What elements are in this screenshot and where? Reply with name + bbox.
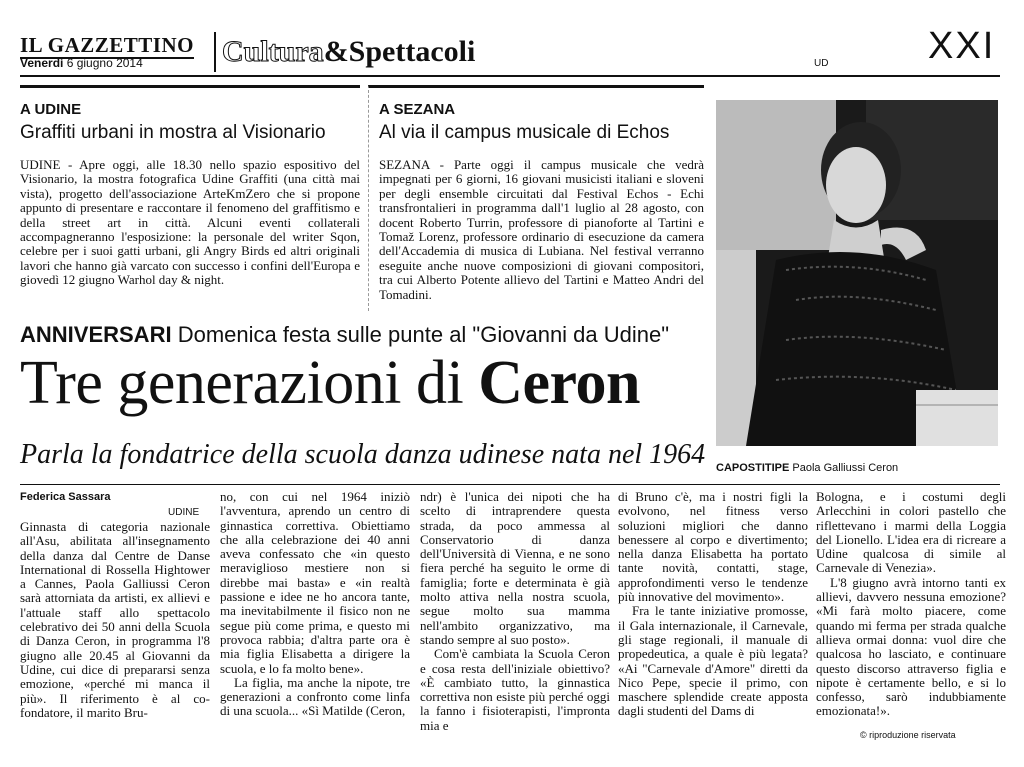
section-title-part1: Cultura xyxy=(222,35,324,68)
caption-label: CAPOSTITIPE xyxy=(716,462,790,474)
main-kicker-label: ANNIVERSARI xyxy=(20,322,172,347)
newspaper-name: IL GAZZETTINO xyxy=(20,33,194,57)
portrait-illustration xyxy=(716,100,998,446)
section-title-part2: &Spettacoli xyxy=(323,35,476,68)
issue-date-text: 6 giugno 2014 xyxy=(66,56,143,70)
main-subhead: Parla la fondatrice della scuola danza udinese nata nel 1964 xyxy=(20,439,706,470)
brief-udine-title: Graffiti urbani in mostra al Visionario xyxy=(20,122,326,143)
photo-caption xyxy=(716,462,898,474)
copyright-notice: © riproduzione riservata xyxy=(860,730,956,740)
main-kicker xyxy=(20,322,669,348)
section-title xyxy=(222,34,475,70)
main-kicker-text: Domenica festa sulle punte al "Giovanni da Udine" xyxy=(177,322,670,347)
col2-text-a: no, con cui nel 1964 iniziò l'avventura, aprendo un centro di ginnastica correttiva. Obiettiamo che alla celebrazione dei 40 anni aveva confessato che «in questo meraviglioso mestiere non si direbbe mai basta» e «in realtà passione e idee ne ho ancora tante, ma inevitabilmente il fisico non ne segue più come prima, e questo mi provoca rabbia; d'altra parte ora è mia figlia Elisabetta a dirigere la scuola, e lo fa molto bene». xyxy=(220,490,410,676)
col1-text: Ginnasta di categoria nazionale all'Asu, abilitata all'insegnamento della danza dal Centre de Danse International di Rossella Hightower a Cannes, Paola Galliussi Ceron sarà attorniata da artisti, ex allievi e l'attuale staff allo spettacolo celebrativo dei 50 anni della Scuola di Danza Ceron, in programma l'8 giugno alle 20.45 al Giovanni da Udine, cui dice di prepararsi senza emozione, «perché mi manca il più». Il riferimento è al co-fondatore, il marito Bru- xyxy=(20,520,210,720)
article-city: UDINE xyxy=(168,507,200,518)
brief-sezana-title: Al via il campus musicale di Echos xyxy=(379,122,670,143)
article-column-1 xyxy=(20,520,210,740)
article-rule xyxy=(20,484,1000,485)
col2-text-b: La figlia, ma anche la nipote, tre generazioni a confronto come linfa di una scuola... «Sì Matilde (Ceron, xyxy=(220,674,410,719)
article-column-4 xyxy=(618,490,808,740)
portrait-photo xyxy=(716,100,998,446)
col4-text-b: Fra le tante iniziative promosse, il Gala internazionale, il Carnevale, gli stage regionali, il manuale di propedeutica, a quale è più legata? «Ai "Carnevale d'Amore" diretti da Nico Pepe, specie il primo, con maschere splendide create apposta dagli studenti del Dams di xyxy=(618,603,808,719)
headline-part-a: Tre generazioni di xyxy=(20,349,464,417)
brief-udine-body: UDINE - Apre oggi, alle 18.30 nello spazio espositivo del Visionario, la mostra fotografica Udine Graffiti (una città mai vista), progetto dell'associazione ArteKmZero che si propone appunto di presentare e raccontare il fenomeno del graffitismo e della street art in città. Alcuni eventi collaterali accompagneranno l'esposizione: la personale del writer Sqon, celebre per i suoi gatti urbani, gli Angry Birds ed altri originali lavori che hanno già varcato con successo i confini dell'Europa e giovedì 12 giugno Warhol day & night. xyxy=(20,157,360,288)
issue-date xyxy=(20,56,143,70)
brief-udine xyxy=(20,85,360,311)
brief-udine-kicker: A UDINE xyxy=(20,101,82,118)
article-author: Federica Sassara xyxy=(20,491,111,503)
main-headline xyxy=(20,348,640,418)
article-column-5 xyxy=(816,490,1006,726)
col3-text-b: Com'è cambiata la Scuola Ceron e cosa resta dell'iniziale obiettivo? «È cambiato tutto, la ginnastica correttiva non esiste più perché oggi la fanno i fisioterapisti, l'impronta mia e xyxy=(420,646,610,733)
masthead-divider xyxy=(214,32,216,72)
brief-sezana-kicker: A SEZANA xyxy=(379,101,456,118)
issue-day: Venerdì xyxy=(20,56,64,70)
col5-text-b: L'8 giugno avrà intorno tanti ex allievi, davvero nessuna emozione? «Mi farà molto piacere, come quando mi ferma per strada qualche allieva ormai donna: vuol dire che qualcosa ho lasciato, e continuare questo discorso attraverso figlia e nipote è certamente bello, e si lo confesso, sarò indubbiamente emozionata!». xyxy=(816,574,1006,719)
edition-code: UD xyxy=(814,58,829,69)
brief-sezana-body: SEZANA - Parte oggi il campus musicale che vedrà impegnati per 6 giorni, 16 giovani musicisti italiani e sloveni per degli ensemble circuitati dal Festival Echos - Echi transfrontalieri in programma dall'1 luglio al 28 agosto, con docent Roberto Turrin, professore di pianoforte al Tartini e Tomaž Lorenz, professore ordinario di esecuzione da camera dell'Accademia di musica di Lubiana. Nel festival verranno eseguite anche nuove composizioni di giovani compositori, tra cui Alberto Potente allievo del Tartini e Matteo Andri del Tomadini. xyxy=(379,157,704,302)
col5-text-a: Bologna, e i costumi degli Arlecchini in colori pastello che riflettevano i marmi della Loggia del Lionello. L'idea era di ricreare a Udine qualcosa di simile al Carnevale di Venezia». xyxy=(816,490,1006,576)
headline-part-b: Ceron xyxy=(478,349,640,417)
col4-text-a: di Bruno c'è, ma i nostri figli la evolvono, nel fitness verso soluzioni migliori che danno benessere al corpo e divertimento; nella danza Elisabetta ha portato tante novità, contatti, stage, approfondimenti verso le tendenze più innovative del movimento». xyxy=(618,490,808,605)
article-column-3 xyxy=(420,490,610,740)
top-rule xyxy=(20,75,1000,77)
brief-sezana xyxy=(368,85,704,311)
caption-text: Paola Galliussi Ceron xyxy=(792,462,899,474)
col3-text-a: ndr) è l'unica dei nipoti che ha scelto di intraprendere questa strada, da poco ammessa al Conservatorio di danza dell'Università di Vienna, e ne sono fiera perché ha seguito le orme di famiglia; forte e determinata è già molto attiva nella nostra scuola, segue molto sua mamma nell'ambito organizzativo, ma stando sempre al suo posto». xyxy=(420,490,610,647)
article-column-2 xyxy=(220,490,410,740)
page-number: XXI xyxy=(928,25,996,67)
